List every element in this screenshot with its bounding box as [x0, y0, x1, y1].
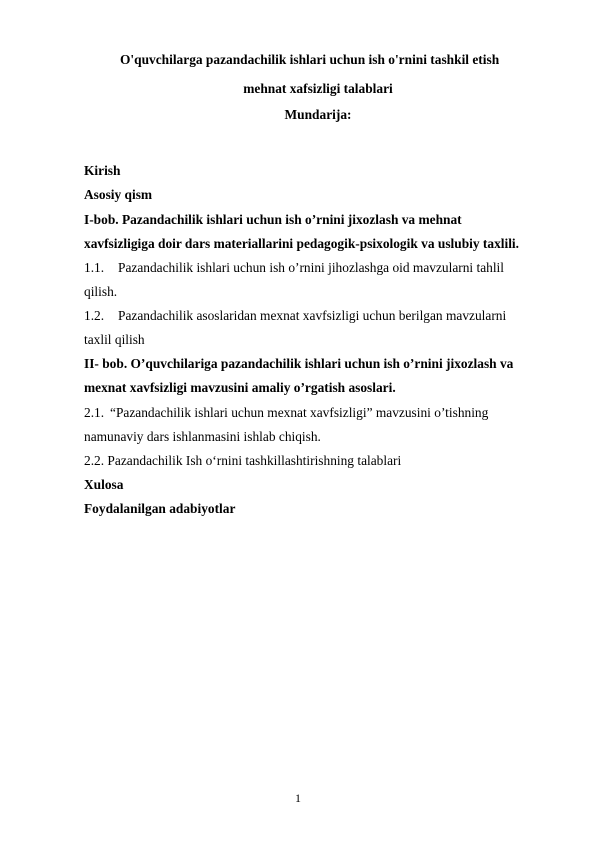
toc-section-2-2: 2.2. Pazandachilik Ish o‘rnini tashkillashtirishning talablari	[84, 453, 402, 468]
toc-chapter1-line1: I-bob. Pazandachilik ishlari uchun ish o’rnini jixozlash va mehnat	[84, 212, 462, 227]
toc-conclusion: Xulosa	[84, 477, 124, 492]
contents-heading: Mundarija:	[284, 107, 352, 122]
document-title-line1: O'quvchilarga pazandachilik ishlari uchun ish o'rnini tashkil etish	[120, 52, 500, 67]
page-number: 1	[295, 791, 301, 805]
document-title-line2: mehnat xafsizligi talablari	[243, 81, 393, 96]
toc-main-part: Asosiy qism	[84, 187, 153, 202]
toc-chapter1-line2: xavfsizligiga doir dars materiallarini pedagogik-psixologik va uslubiy taxlili.	[84, 236, 519, 251]
section-number: 1.1.	[84, 260, 105, 275]
toc-references: Foydalanilgan adabiyotlar	[84, 501, 236, 516]
section-number: 2.1.	[84, 405, 105, 420]
section-title: Pazandachilik ishlari uchun ish o’rnini jihozlashga oid mavzularni tahlil	[118, 260, 505, 275]
toc-section-1-2	[84, 309, 506, 322]
toc-section-1-1	[84, 261, 504, 274]
section-title: “Pazandachilik ishlari uchun mexnat xavfsizligi” mavzusini o’tishning	[110, 405, 489, 420]
toc-intro: Kirish	[84, 163, 121, 178]
section-number: 1.2.	[84, 308, 105, 323]
toc-chapter2-line2: mexnat xavfsizligi mavzusini amaliy o’rgatish asoslari.	[84, 380, 396, 395]
section-title: Pazandachilik asoslaridan mexnat xavfsizligi uchun berilgan mavzularni	[118, 308, 507, 323]
toc-section-2-1-cont: namunaviy dars ishlanmasini ishlab chiqish.	[84, 429, 321, 444]
toc-section-2-1	[84, 406, 488, 419]
toc-section-1-1-cont: qilish.	[84, 284, 118, 299]
toc-section-1-2-cont: taxlil qilish	[84, 332, 145, 347]
toc-chapter2-line1: II- bob. O’quvchilariga pazandachilik ishlari uchun ish o’rnini jixozlash va	[84, 356, 514, 371]
